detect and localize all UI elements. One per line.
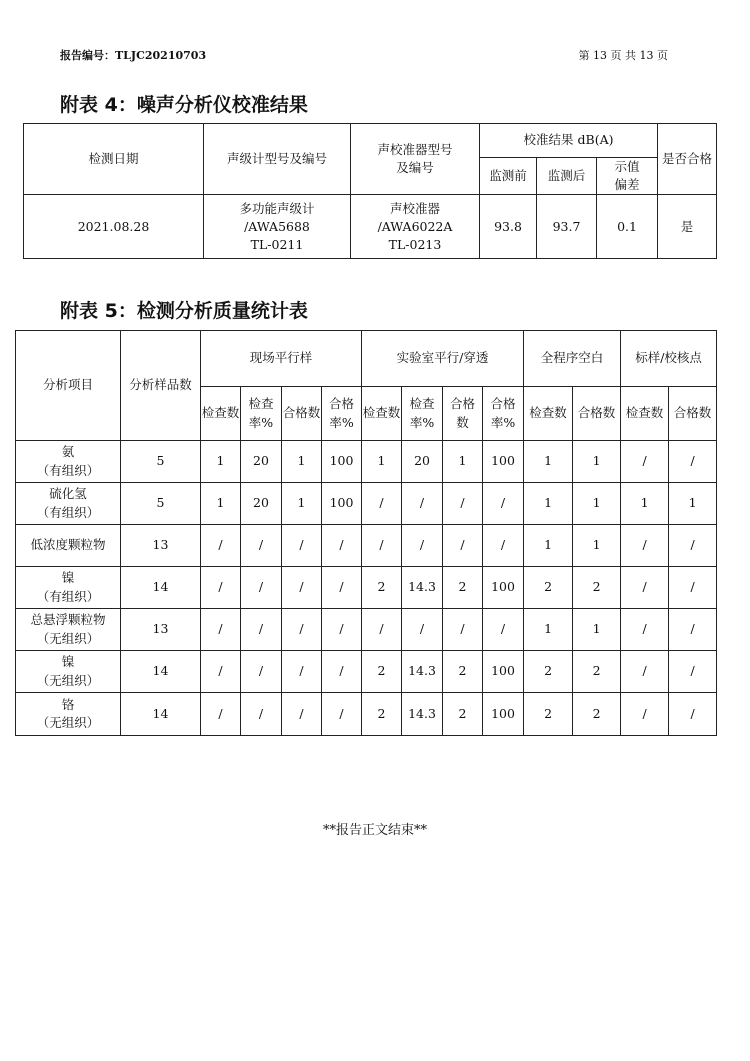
table-cell: 2 [524,693,573,736]
table-cell: 1 [443,441,483,483]
table-cell: 1 [669,483,717,525]
table-cell: 1 [573,441,621,483]
table-cell: / [362,483,402,525]
cell-meter: 多功能声级计 /AWA5688 TL-0211 [204,195,351,259]
table-cell: / [621,525,669,567]
table-row [16,441,717,483]
table-cell: / [201,693,241,736]
table-cell: 2 [362,567,402,609]
table-cell: / [241,693,282,736]
header-pass: 是否合格 [658,124,717,195]
header-before: 监测前 [480,158,537,195]
table-cell: / [402,609,443,651]
table-cell: 1 [524,441,573,483]
table-cell: / [669,609,717,651]
calibration-table [23,123,717,259]
table-cell: / [282,651,322,693]
table-cell: / [241,609,282,651]
table-cell: / [362,609,402,651]
table-cell: / [322,651,362,693]
table-cell: 20 [241,441,282,483]
table-cell: 100 [483,567,524,609]
table-cell: 1 [362,441,402,483]
cell-item-name: 总悬浮颗粒物 （无组织） [16,609,121,651]
table-cell: 1 [282,441,322,483]
table-cell: 1 [573,483,621,525]
table-cell: / [402,525,443,567]
table4-title: 附表 4：噪声分析仪校准结果 [60,94,308,116]
header-meter: 声级计型号及编号 [204,124,351,195]
header-result: 校准结果 dB(A) [480,124,658,158]
table-cell: / [201,651,241,693]
table-cell: 1 [573,609,621,651]
table-cell: / [201,609,241,651]
table-cell: / [322,609,362,651]
table-cell: / [483,609,524,651]
page-info: 第 13 页 共 13 页 [578,49,668,62]
table-cell: 1 [201,483,241,525]
table-cell: 2 [362,693,402,736]
table-cell: 2 [573,693,621,736]
table-cell: / [322,567,362,609]
header-calibrator: 声校准器型号 及编号 [351,124,480,195]
table-cell: / [241,525,282,567]
subheader-blank-check-count: 检查数 [524,387,573,441]
header-blank: 全程序空白 [524,331,621,387]
table-cell: 1 [621,483,669,525]
table-cell: 14 [121,567,201,609]
report-number: 报告编号：TLJC20210703 [60,49,207,62]
cell-item-name: 镍 （无组织） [16,651,121,693]
table-cell: / [322,693,362,736]
cell-item-name: 硫化氢 （有组织） [16,483,121,525]
subheader-field-pass-rate: 合格 率% [322,387,362,441]
table5-body [16,441,717,736]
table5-title: 附表 5：检测分析质量统计表 [60,300,308,322]
table-cell: 100 [483,651,524,693]
table-cell: / [621,609,669,651]
table-cell: / [621,693,669,736]
table-cell: / [621,651,669,693]
table-cell: / [483,483,524,525]
header-field-parallel: 现场平行样 [201,331,362,387]
cell-after: 93.7 [537,195,597,259]
subheader-lab-pass-count: 合格 数 [443,387,483,441]
table-row [16,525,717,567]
table-cell: / [669,441,717,483]
table-cell: / [282,525,322,567]
table-row [16,483,717,525]
table-cell: 5 [121,483,201,525]
table-cell: / [402,483,443,525]
subheader-field-check-count: 检查数 [201,387,241,441]
table-cell: / [669,525,717,567]
subheader-field-check-rate: 检查 率% [241,387,282,441]
subheader-field-pass-count: 合格数 [282,387,322,441]
table-row [16,693,717,736]
table-cell: / [621,441,669,483]
table-cell: / [282,567,322,609]
table-cell: / [443,525,483,567]
table-cell: 14.3 [402,693,443,736]
table-cell: 2 [362,651,402,693]
table-cell: 100 [483,441,524,483]
cell-pass: 是 [658,195,717,259]
table-cell: / [621,567,669,609]
table-cell: 1 [524,483,573,525]
table-cell: 2 [443,567,483,609]
table-cell: 1 [201,441,241,483]
table-cell: 2 [443,651,483,693]
cell-calibrator: 声校准器 /AWA6022A TL-0213 [351,195,480,259]
table-cell: 14.3 [402,567,443,609]
table-cell: 2 [524,651,573,693]
table-cell: / [669,567,717,609]
subheader-lab-check-count: 检查数 [362,387,402,441]
subheader-std-pass-count: 合格数 [669,387,717,441]
table-cell: 2 [443,693,483,736]
header-item: 分析项目 [16,331,121,441]
cell-deviation: 0.1 [597,195,658,259]
subheader-lab-check-rate: 检查 率% [402,387,443,441]
header-lab-parallel: 实验室平行/穿透 [362,331,524,387]
table-row [16,651,717,693]
table-row [16,609,717,651]
table-cell: 5 [121,441,201,483]
table-cell: 2 [573,567,621,609]
table-cell: 1 [573,525,621,567]
table-cell: 14 [121,693,201,736]
table-cell: 14 [121,651,201,693]
report-end-note: **报告正文结束** [322,823,427,838]
table-cell: / [443,483,483,525]
cell-before: 93.8 [480,195,537,259]
table-cell: 13 [121,525,201,567]
table-cell: / [282,693,322,736]
table-cell: / [322,525,362,567]
table-cell: / [282,609,322,651]
subheader-lab-pass-rate: 合格 率% [483,387,524,441]
table-cell: / [483,525,524,567]
table-cell: / [201,525,241,567]
table-cell: 1 [524,525,573,567]
header-date: 检测日期 [24,124,204,195]
table-cell: 1 [524,609,573,651]
header-after: 监测后 [537,158,597,195]
cell-item-name: 低浓度颗粒物 [16,525,121,567]
table-cell: 20 [241,483,282,525]
table-cell: / [241,567,282,609]
subheader-std-check-count: 检查数 [621,387,669,441]
header-sample-count: 分析样品数 [121,331,201,441]
table-cell: / [669,651,717,693]
table-cell: 14.3 [402,651,443,693]
table-cell: 100 [322,441,362,483]
table-cell: / [362,525,402,567]
table-cell: / [669,693,717,736]
table-cell: / [201,567,241,609]
header-deviation: 示值 偏差 [597,158,658,195]
table-cell: 20 [402,441,443,483]
table-cell: 100 [322,483,362,525]
table-cell: 100 [483,693,524,736]
page-header [60,47,668,65]
table-cell: 1 [282,483,322,525]
table-cell: / [241,651,282,693]
subheader-blank-pass-count: 合格数 [573,387,621,441]
table-cell: 2 [524,567,573,609]
table-cell: 13 [121,609,201,651]
header-standard: 标样/校核点 [621,331,717,387]
table-cell: 2 [573,651,621,693]
table-row [16,567,717,609]
cell-date: 2021.08.28 [24,195,204,259]
cell-item-name: 氨 （有组织） [16,441,121,483]
cell-item-name: 铬 （无组织） [16,693,121,736]
cell-item-name: 镍 （有组织） [16,567,121,609]
quality-statistics-table [15,330,717,736]
table-cell: / [443,609,483,651]
